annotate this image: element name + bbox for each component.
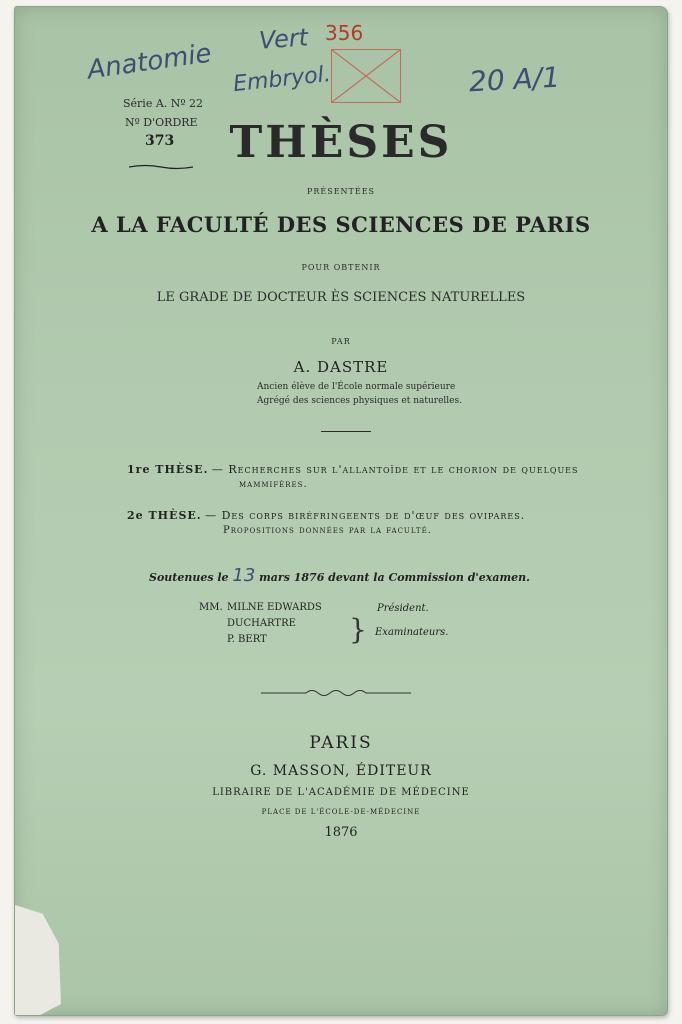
defense-line	[149, 565, 530, 586]
thesis-2-text-cont: Propositions données par la faculté.	[223, 525, 432, 536]
presentees-line: PRÉSENTÉES	[306, 187, 376, 196]
commission-member-2: DUCHARTRE	[227, 618, 296, 629]
order-label: Nº D'ORDRE	[125, 116, 198, 129]
publisher-year: 1876	[324, 825, 358, 840]
stamp-number: 356	[325, 21, 364, 45]
thesis-2-label: 2e THÈSE.	[127, 509, 202, 522]
commission-mm: MM.	[199, 602, 223, 613]
thesis-1-text-cont: mammifères.	[239, 479, 308, 490]
handwritten-vert: Vert	[258, 23, 309, 55]
president-role: Président.	[377, 603, 429, 614]
par-line: PAR	[331, 337, 351, 346]
publisher-line-1: LIBRAIRE DE L'ACADÉMIE DE MÉDECINE	[212, 787, 470, 798]
grade-line: LE GRADE DE DOCTEUR ÈS SCIENCES NATURELLES	[156, 290, 526, 305]
examiners-role: Examinateurs.	[375, 627, 449, 638]
thesis-1	[127, 463, 597, 490]
faculty-line: A LA FACULTÉ DES SCIENCES DE PARIS	[91, 212, 591, 237]
ornament-divider	[261, 683, 411, 693]
commission-member-1: MILNE EDWARDS	[227, 602, 322, 613]
handwritten-anatomie: Anatomie	[85, 38, 214, 86]
pour-obtenir-line: POUR OBTENIR	[301, 263, 381, 272]
publisher-city: PARIS	[309, 733, 373, 753]
publisher-name: G. MASSON, ÉDITEUR	[250, 763, 432, 779]
defense-after: mars 1876 devant la Commission d'examen.	[259, 571, 530, 584]
thesis-1-text: — Recherches sur l'allantoïde et le chorion de quelques	[211, 463, 579, 476]
handwritten-embryol: Embryol.	[231, 61, 332, 98]
torn-corner	[15, 905, 61, 1015]
page-title: THÈSES	[229, 117, 453, 168]
order-number: 373	[145, 133, 175, 149]
library-stamp	[331, 49, 401, 103]
thesis-2-text: — Des corps biréfringeents de d'œuf des ovipares.	[205, 509, 526, 522]
author-name: A. DASTRE	[293, 358, 389, 376]
commission-member-3: P. BERT	[227, 634, 267, 645]
author-credential-1: Ancien élève de l'École normale supérieure	[257, 382, 456, 392]
author-divider	[321, 431, 371, 432]
examiners-brace: }	[349, 613, 367, 646]
publisher-line-2: PLACE DE L'ÉCOLE-DE-MÉDECINE	[261, 808, 421, 816]
defense-before: Soutenues le	[149, 571, 229, 584]
thesis-1-label: 1re THÈSE.	[127, 463, 209, 476]
defense-day: 13	[232, 565, 256, 586]
author-credential-2: Agrégé des sciences physiques et naturelles.	[257, 396, 462, 406]
handwritten-call-number: 20 A/1	[468, 60, 561, 99]
series-label: Série A. Nº 22	[123, 97, 204, 110]
thesis-2	[127, 509, 597, 536]
book-cover	[14, 6, 668, 1016]
